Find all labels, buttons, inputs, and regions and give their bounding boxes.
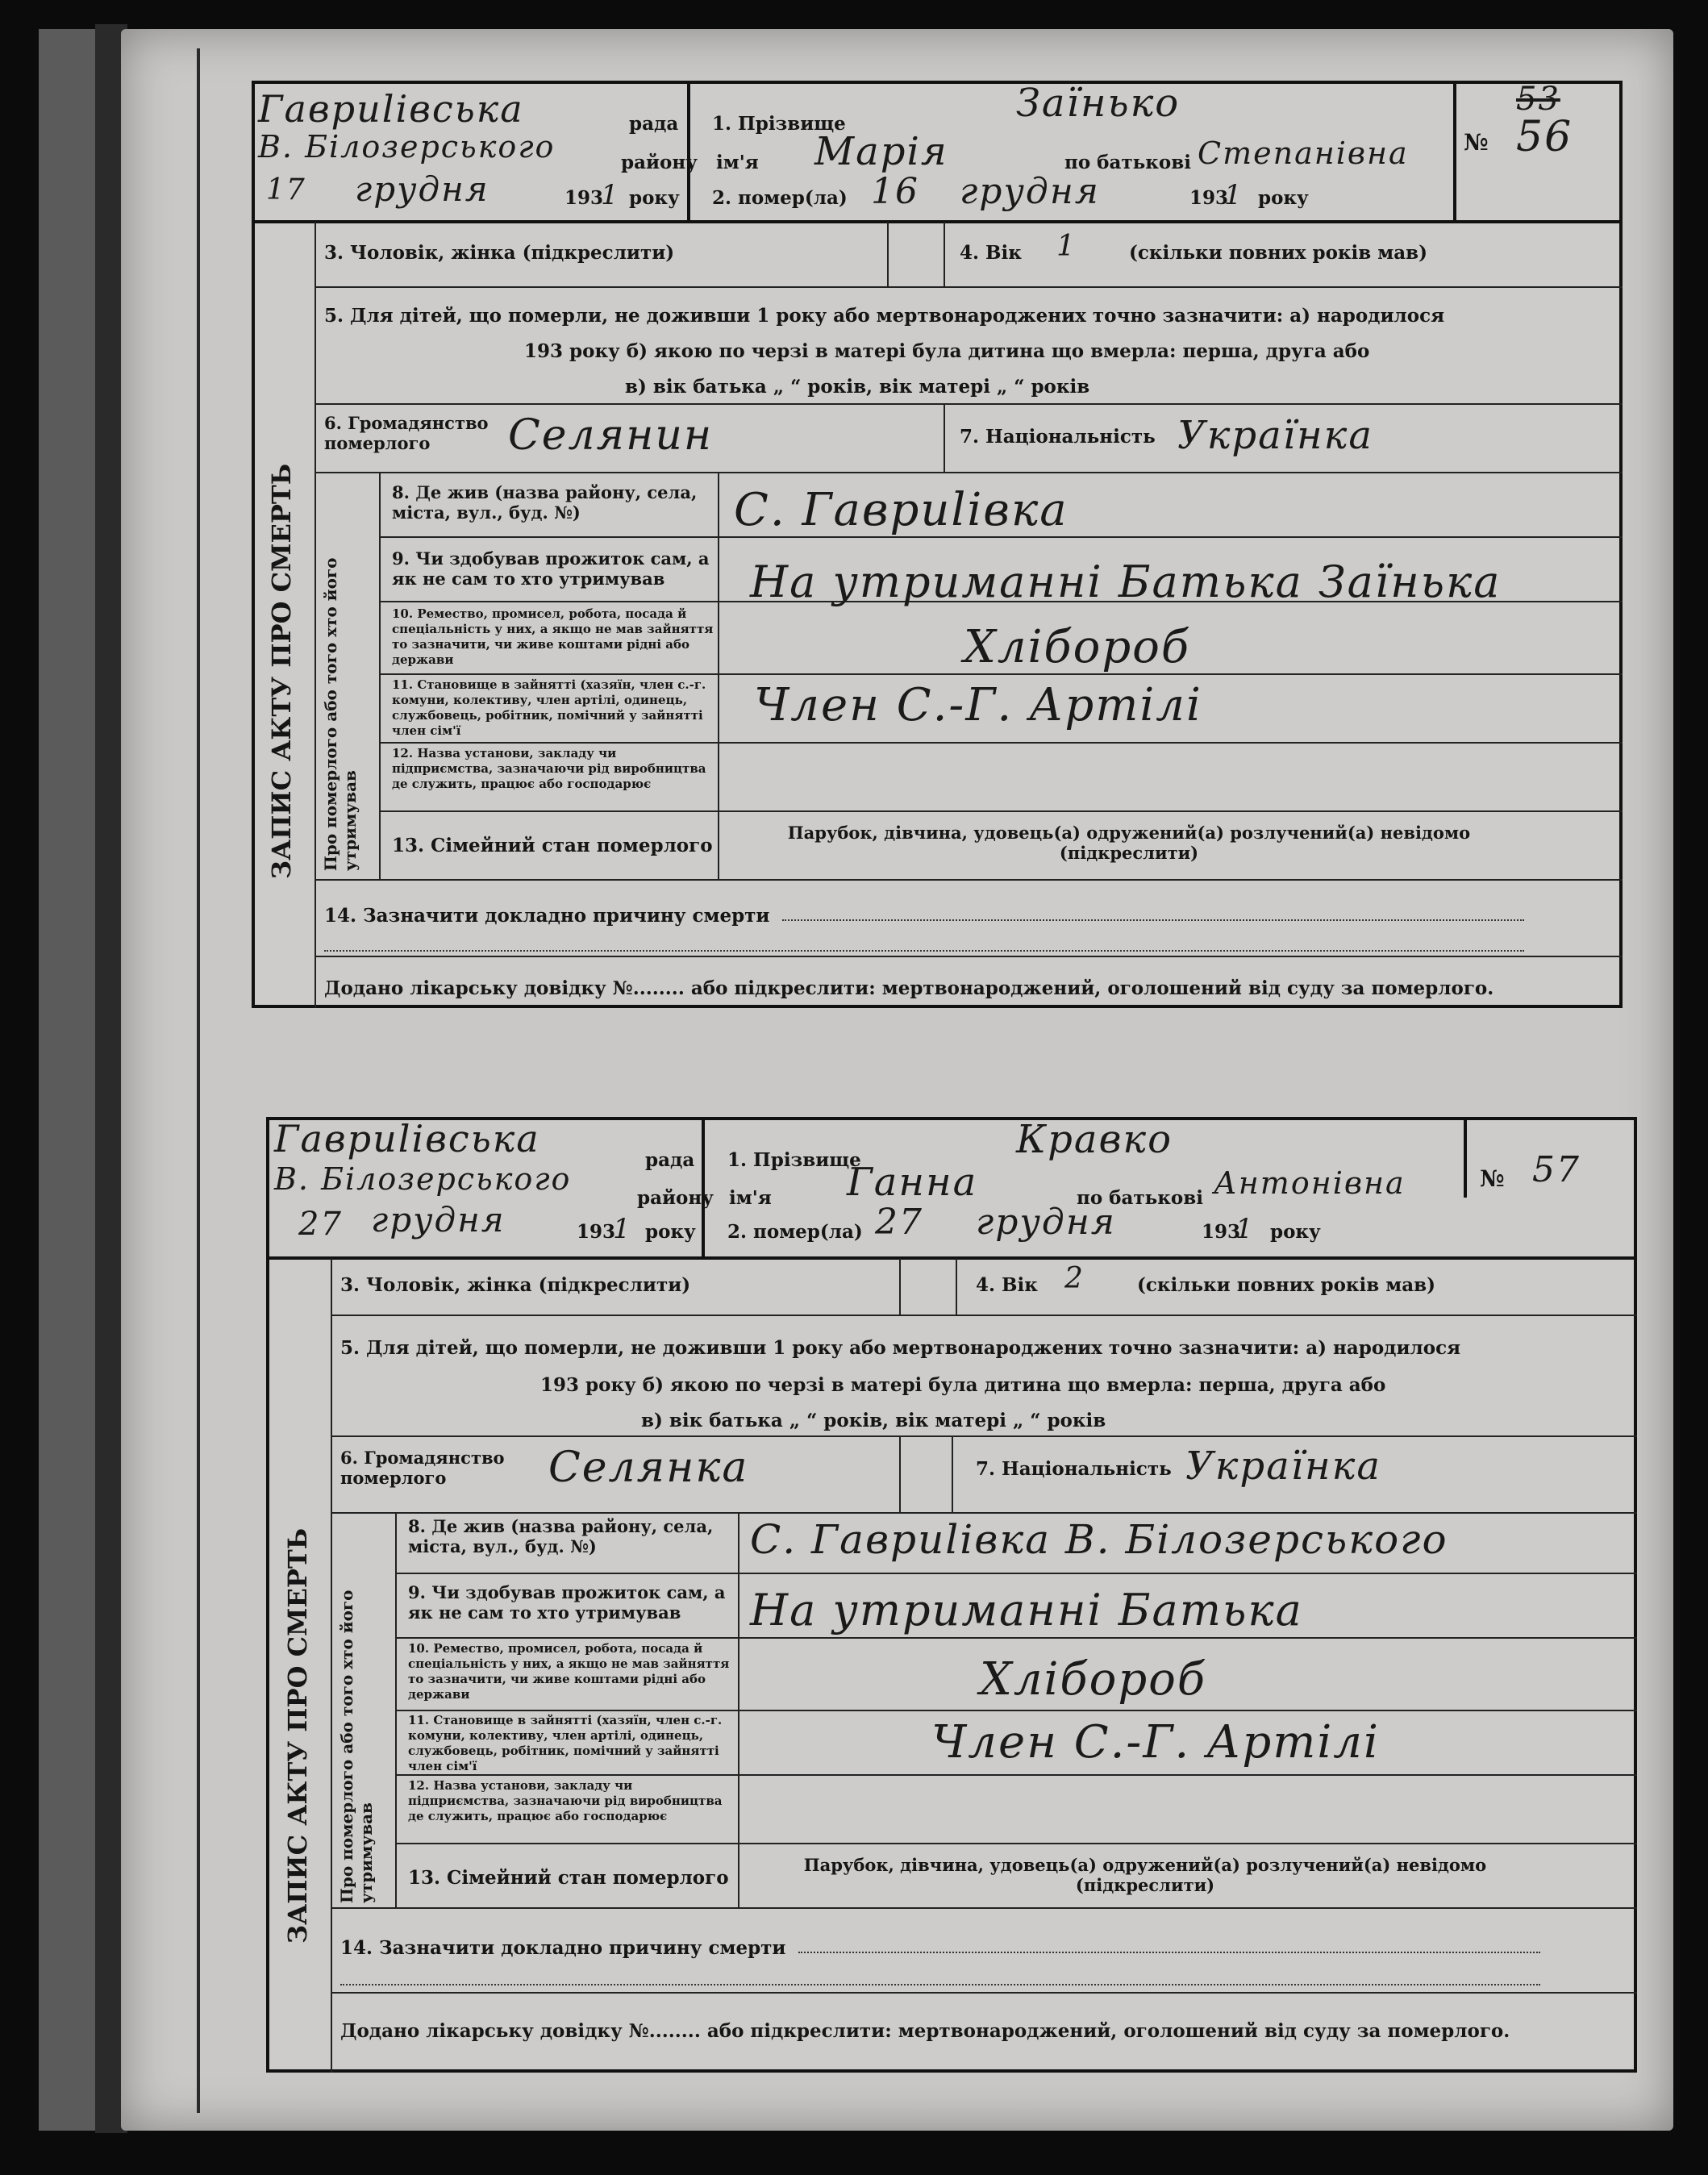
record-2-surname: Кравко (1016, 1117, 1173, 1162)
record-2-support: На утриманні Батька (750, 1585, 1303, 1635)
record-2-name: Ганна (847, 1160, 978, 1205)
record-2-q5-line3: в) вік батька „ “ років, вік матері „ “ років (641, 1410, 1106, 1431)
record-2-q13-options: Парубок, дівчина, удовець(а) одружений(а) розлучений(а) невідомо (підкреслити) (803, 1855, 1487, 1895)
record-2-row (395, 1710, 1637, 1711)
record-1-died-day: 16 (871, 171, 919, 212)
record-1-row (315, 286, 1623, 288)
record-1-date-day: 17 (266, 173, 306, 206)
record-2-row (331, 1315, 1637, 1316)
record-1-occupation: Хлібороб (964, 621, 1191, 673)
record-2-q9: 9. Чи здобував прожиток сам, а як не сам то хто утримував (408, 1582, 726, 1623)
record-2-footer: Додано лікарську довідку №........ або підкреслити: мертвонароджений, оголошений від суду за померлого. (340, 2020, 1510, 2042)
record-1-side-band-2 (379, 472, 381, 879)
record-1-died-label: 2. помер(ла) (712, 187, 848, 209)
record-2-q14-line (798, 1952, 1540, 1953)
record-2-row (331, 1512, 1637, 1514)
record-1-col (887, 222, 889, 286)
record-2-q11: 11. Становище в зайнятті (хазяїн, член с.-г. комуни, колективу, член артілі, одинець, службовець, робітник, помічний у зайнятті член сім'ї (408, 1713, 723, 1773)
record-1-q4: 4. Вік (960, 242, 1022, 264)
record-1-q13: 13. Сімейний стан померлого (392, 835, 713, 856)
record-2-q14: 14. Зазначити докладно причину смерти (340, 1937, 786, 1959)
record-2-side-band (331, 1258, 332, 2073)
record-2-district: В. Білозерського (274, 1161, 572, 1197)
record-2-patronymic: Антонівна (1214, 1165, 1406, 1201)
record-1-age: 1 (1056, 230, 1077, 263)
record-1-patronymic: Степанівна (1198, 135, 1409, 171)
record-1-q14: 14. Зазначити докладно причину смерти (324, 905, 770, 927)
record-2-q4-suffix: (скільки повних років мав) (1137, 1274, 1436, 1296)
record-1-number-label: № (1464, 129, 1489, 156)
record-2-row (395, 1843, 1637, 1844)
record-2-died-roku-label: року (1270, 1221, 1321, 1243)
record-1-surname: Заїнько (1016, 81, 1181, 126)
record-1-q5-line2: 193 року б) якою по черзі в матері була дитина що вмерла: перша, друга або (524, 340, 1370, 362)
record-2-number-label: № (1480, 1165, 1505, 1192)
record-2-died-year-prefix: 193 (1202, 1221, 1241, 1243)
record-2-row (395, 1774, 1637, 1776)
record-2-q12: 12. Назва установи, закладу чи підприємства, зазначаючи рід виробництва де служить, працює або господарює (408, 1778, 723, 1823)
record-2-position: Член С.-Г. Артілі (931, 1716, 1380, 1769)
record-1-year-suffix: 1 (601, 179, 620, 211)
record-2-died-day: 27 (875, 1202, 923, 1243)
record-1-number-divider (1453, 81, 1456, 222)
record-2-year-suffix: 1 (613, 1213, 632, 1245)
record-2-col (738, 1512, 739, 1907)
record-1-header-bottom (252, 220, 1623, 223)
record-1-council: Гавриlівська (258, 87, 524, 131)
record-1-roku-label: року (629, 187, 680, 209)
record-1-col (944, 403, 945, 472)
record-2-row (395, 1637, 1637, 1639)
record-2-age: 2 (1064, 1262, 1085, 1295)
record-1-number-crossed: 53 (1516, 81, 1560, 118)
record-2-side-sub: Про померлого або того хто його утримував (337, 1590, 376, 1903)
record-1-row (379, 742, 1623, 744)
record-1-died-roku-label: року (1258, 187, 1309, 209)
record-2-q13: 13. Сімейний стан померлого (408, 1867, 729, 1889)
record-1-residence: С. Гавриlівка (734, 484, 1069, 536)
record-2-q8: 8. Де жив (назва району, села, міста, вул., буд. №) (408, 1516, 714, 1556)
record-2-year-prefix: 193 (577, 1221, 616, 1243)
record-1-col (944, 222, 945, 286)
record-2-number-divider (1464, 1117, 1467, 1198)
record-1-row (379, 536, 1623, 538)
record-2-q5-line2: 193 року б) якою по черзі в матері була дитина що вмерла: перша, друга або (540, 1374, 1386, 1396)
record-2-council: Гавриlівська (274, 1117, 540, 1160)
record-1-nationality: Українка (1177, 413, 1373, 458)
record-1-side-sub: Про померлого або того хто його утримував (321, 557, 360, 871)
record-1-q5-line3: в) вік батька „ “ років, вік матері „ “ років (625, 376, 1090, 398)
record-2-nationality: Українка (1185, 1444, 1381, 1489)
record-1-surname-label: 1. Прізвище (712, 113, 846, 135)
record-1-q10: 10. Ремество, промисел, робота, посада й спеціальність у них, а якщо не мав зайняття то зазначити, чи живе коштами рідні або держави (392, 606, 714, 667)
record-1-name-label: ім'я (716, 152, 759, 173)
record-2-col (956, 1258, 957, 1315)
record-2-date-month: грудня (371, 1200, 506, 1240)
record-1-q9: 9. Чи здобував прожиток сам, а як не сам то хто утримував (392, 548, 710, 589)
record-1-q14-line-2 (324, 950, 1524, 952)
record-1-row (315, 403, 1623, 405)
record-2-roku-label: року (645, 1221, 696, 1243)
record-2-citizenship: Селянка (548, 1444, 749, 1492)
record-1-died-year-prefix: 193 (1189, 187, 1229, 209)
record-1-rada-label: рада (629, 113, 679, 135)
record-1-q12: 12. Назва установи, закладу чи підприємства, зазначаючи рід виробництва де служить, працює або господарює (392, 746, 706, 791)
record-1-row (379, 810, 1623, 812)
record-1-col (718, 472, 719, 879)
record-1-q11: 11. Становище в зайнятті (хазяїн, член с.-г. комуни, колективу, член артілі, одинець, службовець, робітник, помічний у зайнятті член сім'ї (392, 677, 706, 738)
record-1-number: 56 (1516, 113, 1573, 161)
record-2-q14-line-2 (340, 1984, 1540, 1985)
record-2-occupation: Хлібороб (980, 1653, 1207, 1706)
record-1-q6: 6. Громадянство померлого (324, 413, 489, 453)
record-1-died-month: грудня (960, 171, 1100, 212)
record-1-name: Марія (814, 129, 948, 174)
record-1-citizenship: Селянин (508, 411, 714, 460)
record-1-side-band (315, 222, 316, 1008)
record-1-q14-line (782, 919, 1524, 921)
record-2-row (331, 1992, 1637, 1994)
record-1-year-prefix: 193 (564, 187, 604, 209)
record-1-raionu-label: району (621, 152, 698, 173)
record-2-raionu-label: району (637, 1187, 714, 1209)
record-1-position: Член С.-Г. Артілі (754, 679, 1202, 731)
record-1-row (315, 472, 1623, 473)
record-2-surname-label: 1. Прізвище (727, 1149, 861, 1171)
record-1-q7: 7. Національність (960, 426, 1156, 448)
record-2-date-day: 27 (298, 1206, 343, 1243)
record-1-district: В. Білозерського (258, 129, 556, 165)
record-2-row (331, 1907, 1637, 1909)
record-1-q3: 3. Чоловік, жінка (підкреслити) (324, 242, 675, 264)
record-2-side-title: ЗАПИС АКТУ ПРО СМЕРТЬ (282, 1527, 313, 1944)
record-2-died-year-suffix: 1 (1235, 1213, 1255, 1245)
record-2-col (952, 1435, 953, 1512)
record-2-col (899, 1258, 901, 1315)
record-1-date-month: грудня (355, 169, 489, 209)
record-1-row (379, 673, 1623, 675)
record-2-died-label: 2. помер(ла) (727, 1221, 863, 1243)
record-2-row (331, 1435, 1637, 1437)
record-2-rada-label: рада (645, 1149, 695, 1171)
record-1-row (315, 956, 1623, 957)
record-1-died-year-suffix: 1 (1224, 179, 1244, 211)
record-2-died-month: грудня (976, 1202, 1116, 1243)
record-2-patronymic-label: по батькові (1077, 1187, 1203, 1209)
record-1-q5-line1: 5. Для дітей, що померли, не доживши 1 року або мертвонароджених точно зазначити: а) народилося (324, 305, 1445, 327)
record-2-col (899, 1435, 901, 1512)
record-2-q10: 10. Ремество, промисел, робота, посада й спеціальність у них, а якщо не мав зайняття то зазначити, чи живе коштами рідні або держави (408, 1641, 730, 1702)
record-2-name-label: ім'я (729, 1187, 772, 1209)
record-2-header-bottom (266, 1256, 1637, 1260)
record-2-q6: 6. Громадянство померлого (340, 1448, 505, 1488)
record-1-patronymic-label: по батькові (1064, 152, 1191, 173)
record-2-q5-line1: 5. Для дітей, що померли, не доживши 1 року або мертвонароджених точно зазначити: а) народилося (340, 1337, 1461, 1359)
record-1-footer: Додано лікарську довідку №........ або підкреслити: мертвонароджений, оголошений від суду за померлого. (324, 977, 1494, 999)
record-2-q3: 3. Чоловік, жінка (підкреслити) (340, 1274, 691, 1296)
record-2-q7: 7. Національність (976, 1458, 1172, 1480)
gutter-line (197, 48, 200, 2113)
record-1-support: На утриманні Батька Заїнька (750, 556, 1502, 607)
record-2-number: 57 (1532, 1149, 1581, 1190)
record-2-row (395, 1573, 1637, 1574)
record-1-side-title: ЗАПИС АКТУ ПРО СМЕРТЬ (266, 463, 297, 879)
record-2-q4: 4. Вік (976, 1274, 1038, 1296)
record-1-q4-suffix: (скільки повних років мав) (1129, 242, 1428, 264)
record-1-q13-options: Парубок, дівчина, удовець(а) одружений(а) розлучений(а) невідомо (підкреслити) (787, 823, 1471, 863)
record-2-residence: С. Гавриlівка В. Білозерського (750, 1516, 1448, 1563)
record-1-row (315, 879, 1623, 881)
record-1-q8: 8. Де жив (назва району, села, міста, вул., буд. №) (392, 482, 698, 523)
